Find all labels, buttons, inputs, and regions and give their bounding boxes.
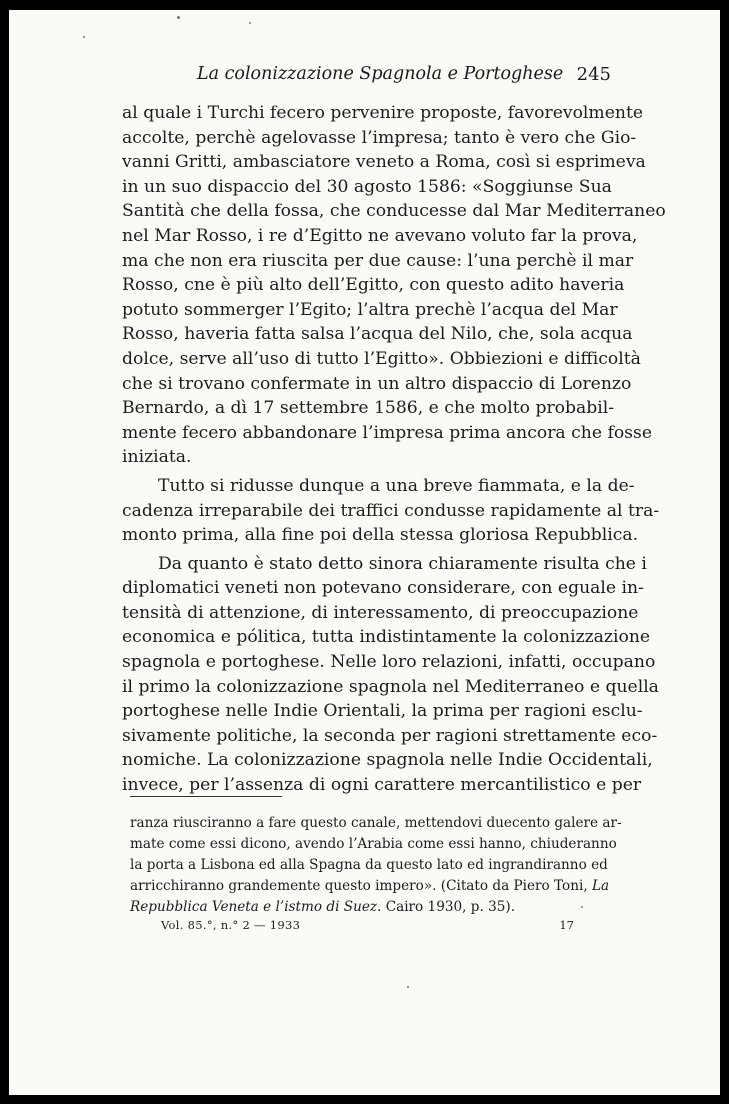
text-line: sivamente politiche, la seconda per ragioni strettamente eco- xyxy=(122,725,658,746)
scan-speck xyxy=(407,986,409,988)
scan-speck xyxy=(83,36,85,38)
text-line: invece, per l’assenza di ogni carattere mercantilistico e per xyxy=(122,775,642,796)
text-line: al quale i Turchi fecero pervenire proposte, favorevolmente xyxy=(122,103,644,123)
text-line: tensità di attenzione, di interessamento, di preoccupazione xyxy=(122,602,639,623)
text-line: potuto sommerger l’Egito; l’altra prechè l’acqua del Mar xyxy=(122,299,618,320)
text-line: in un suo dispaccio del 30 agosto 1586: «Soggiunse Sua xyxy=(122,176,612,197)
main-text xyxy=(122,101,666,798)
text-line: cadenza irreparabile dei traffici condusse rapidamente al tra- xyxy=(122,500,660,521)
text-line: portoghese nelle Indie Orientali, la prima per ragioni esclu- xyxy=(122,701,643,722)
signature-mark: 17 xyxy=(559,918,574,932)
text-line: Santità che della fossa, che conducesse dal Mar Mediterraneo xyxy=(122,201,666,222)
text-line: monto prima, alla fine poi della stessa gloriosa Repubblica. xyxy=(122,525,639,546)
citation-rest: . Cairo 1930, p. 35). xyxy=(377,899,516,915)
footnote-line xyxy=(130,876,610,897)
text-line: nel Mar Rosso, i re d’Egitto ne avevano voluto far la prova, xyxy=(122,225,638,246)
text-line: ma che non era riuscita per due cause: l’una perchè il mar xyxy=(122,250,634,271)
text-line: iniziata. xyxy=(122,447,192,468)
text-line: dolce, serve all’uso di tutto l’Egitto». Obbiezioni e difficoltà xyxy=(122,348,641,369)
footnote-line: la porta a Lisbona ed alla Spagna da questo lato ed ingrandiranno ed xyxy=(130,857,608,873)
page-header xyxy=(197,64,611,92)
text-line: accolte, perchè agelovasse l’impresa; tanto è vero che Gio- xyxy=(122,127,637,148)
footnote-line: mate come essi dicono, avendo l’Arabia come essi hanno, chiuderanno xyxy=(130,836,617,852)
text-line: spagnola e portoghese. Nelle loro relazioni, infatti, occupano xyxy=(122,652,656,673)
scan-speck xyxy=(249,22,251,24)
text-line: mente fecero abbandonare l’impresa prima ancora che fosse xyxy=(122,422,652,443)
text-line: nomiche. La colonizzazione spagnola nelle Indie Occidentali, xyxy=(122,750,653,771)
footnote-rule xyxy=(130,796,282,797)
footnote-line-text: arricchiranno grandemente questo impero». (Citato da Piero Toni, xyxy=(130,878,588,894)
text-line: Rosso, cne è più alto dell’Egitto, con questo adito haveria xyxy=(122,275,625,296)
text-line: Bernardo, a dì 17 settembre 1586, e che molto probabil- xyxy=(122,398,615,419)
scan-speck xyxy=(581,906,583,908)
text-line: vanni Gritti, ambasciatore veneto a Roma, così si esprimeva xyxy=(122,152,646,173)
text-line: economica e pólitica, tutta indistintamente la colonizzazione xyxy=(122,627,651,648)
text-line: il primo la colonizzazione spagnola nel Mediterraneo e quella xyxy=(122,676,659,697)
scan-speck xyxy=(177,16,180,19)
running-title: La colonizzazione Spagnola e Portoghese xyxy=(197,64,564,84)
volume-info: Vol. 85.°, n.° 2 — 1933 xyxy=(161,918,301,932)
footnote-line: ranza riusciranno a fare questo canale, mettendovi duecento galere ar- xyxy=(130,815,622,831)
text-line: diplomatici veneti non potevano considerare, con eguale in- xyxy=(122,578,644,599)
citation-title: La xyxy=(592,878,610,894)
text-line: Tutto si ridusse dunque a una breve fiammata, e la de- xyxy=(158,475,635,496)
text-line: Da quanto è stato detto sinora chiaramente risulta che i xyxy=(158,553,647,574)
citation-title: Repubblica Veneta e l’istmo di Suez xyxy=(130,899,378,915)
page-footer xyxy=(161,918,574,934)
page-number: 245 xyxy=(576,64,611,85)
footnote-line xyxy=(130,897,604,918)
text-line: Rosso, haveria fatta salsa l’acqua del Nilo, che, sola acqua xyxy=(122,324,633,345)
scanned-page xyxy=(9,10,720,1095)
text-line: che si trovano confermate in un altro dispaccio di Lorenzo xyxy=(122,373,632,394)
footnote xyxy=(130,813,622,918)
